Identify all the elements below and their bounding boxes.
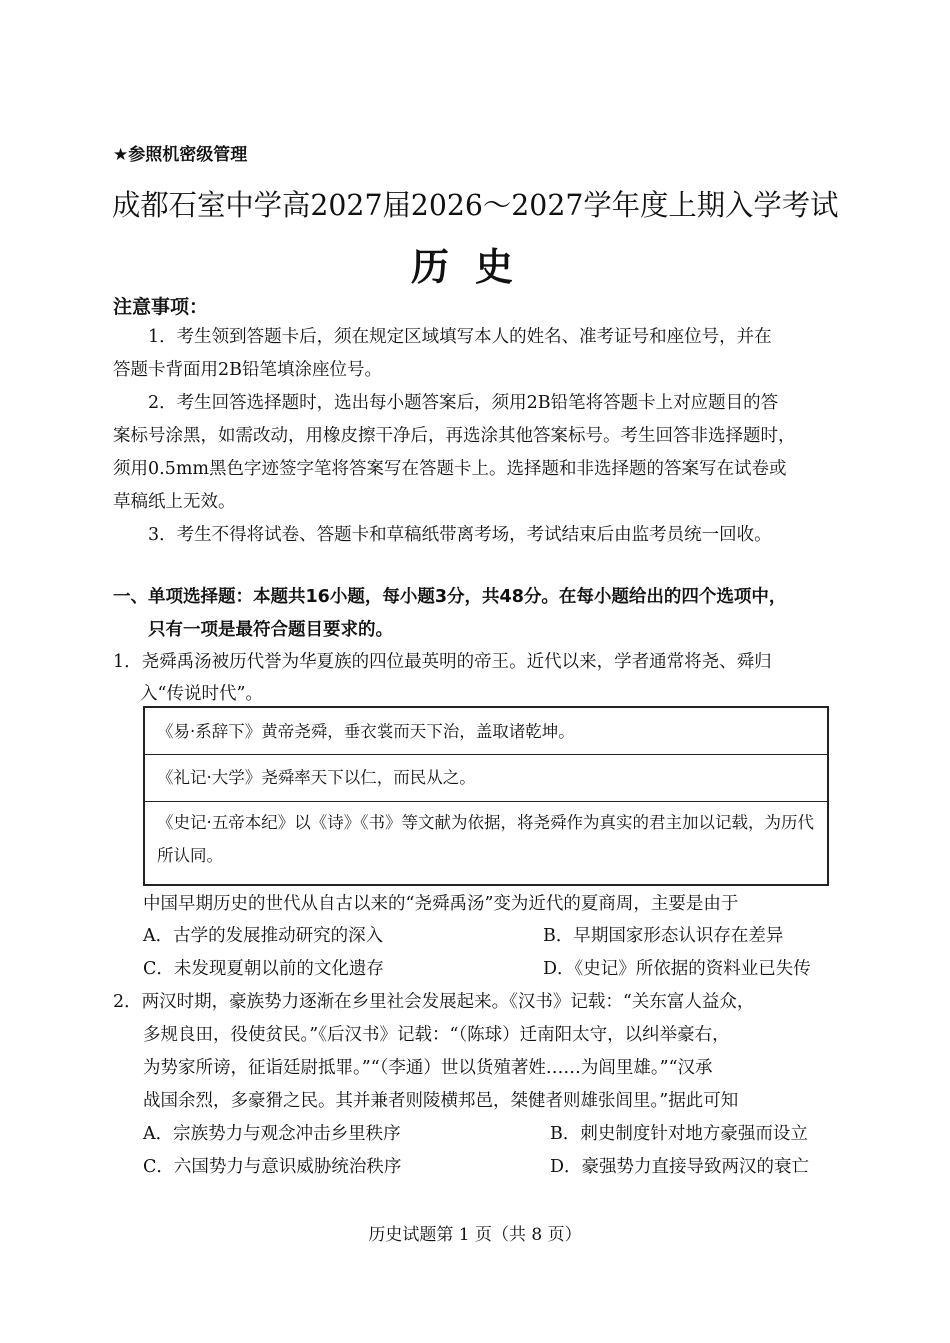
q2-stem: 2．两汉时期，豪族势力逐渐在乡里社会发展起来。《汉书》记载：“关东富人益众， <box>113 992 755 1012</box>
q2-option-b: B．刺史制度针对地方豪强而设立 <box>550 1124 808 1144</box>
notice-line: 2．考生回答选择题时，选出每小题答案后，须用2B铅笔将答题卡上对应题目的答 <box>148 393 779 413</box>
table-row: 《易·系辞下》黄帝尧舜，垂衣裳而天下治，盖取诸乾坤。 <box>145 708 827 755</box>
q2-option-a: A．宗族势力与观念冲击乡里秩序 <box>143 1124 401 1144</box>
q2-stem-cont: 多规良田，役使贫民。”《后汉书》记载：“（陈球）迁南阳太守，以纠举豪右， <box>143 1025 730 1045</box>
exam-title: 成都石室中学高2027届2026～2027学年度上期入学考试 <box>112 188 839 222</box>
notice-line: 须用0.5mm黑色字迹签字笔将答案写在答题卡上。选择题和非选择题的答案写在试卷或 <box>113 459 787 479</box>
q1-question: 中国早期历史的世代从自古以来的“尧舜禹汤”变为近代的夏商周，主要是由于 <box>143 894 739 914</box>
table-row: 《史记·五帝本纪》以《诗》《书》等文献为依据，将尧舜作为真实的君主加以记载，为历代所认同。 <box>157 813 814 865</box>
table-row: 《礼记·大学》尧舜率天下以仁，而民从之。 <box>145 755 827 802</box>
q1-stem-cont: 入“传说时代”。 <box>140 684 263 704</box>
q2-option-c: C．六国势力与意识威胁统治秩序 <box>143 1157 402 1177</box>
q1-stem: 1．尧舜禹汤被历代誉为华夏族的四位最英明的帝王。近代以来，学者通常将尧、舜归 <box>113 652 772 672</box>
subject-title: 历史 <box>410 245 539 289</box>
q1-option-d: D．《史记》所依据的资料业已失传 <box>543 959 811 979</box>
q1-source-table <box>143 706 829 886</box>
section-heading-cont: 只有一项是最符合题目要求的。 <box>148 620 393 640</box>
page-footer: 历史试题第 1 页（共 8 页） <box>368 1225 582 1245</box>
q2-stem-cont: 为势家所谤，征诣廷尉抵罪。”“（李通）世以货殖著姓……为闾里雄。”“汉承 <box>143 1058 713 1078</box>
section-heading: 一、单项选择题：本题共16小题，每小题3分，共48分。在每小题给出的四个选项中， <box>113 587 787 607</box>
notice-line: 答题卡背面用2B铅笔填涂座位号。 <box>113 360 382 380</box>
notice-heading: 注意事项： <box>113 296 209 318</box>
notice-line: 草稿纸上无效。 <box>113 492 236 512</box>
q2-stem-cont: 战国余烈，多豪猾之民。其并兼者则陵横邦邑，桀健者则雄张闾里。”据此可知 <box>143 1091 739 1111</box>
q1-option-c: C．未发现夏朝以前的文化遗存 <box>143 959 384 979</box>
q1-option-a: A．古学的发展推动研究的深入 <box>143 926 384 946</box>
q2-option-d: D．豪强势力直接导致两汉的衰亡 <box>550 1157 810 1177</box>
secret-level-label: ★参照机密级管理 <box>113 145 248 165</box>
notice-line: 案标号涂黑，如需改动，用橡皮擦干净后，再选涂其他答案标号。考生回答非选择题时， <box>113 426 796 446</box>
notice-line: 1．考生领到答题卡后，须在规定区域填写本人的姓名、准考证号和座位号，并在 <box>148 327 772 347</box>
q1-option-b: B．早期国家形态认识存在差异 <box>543 926 784 946</box>
notice-line: 3．考生不得将试卷、答题卡和草稿纸带离考场，考试结束后由监考员统一回收。 <box>148 525 772 545</box>
